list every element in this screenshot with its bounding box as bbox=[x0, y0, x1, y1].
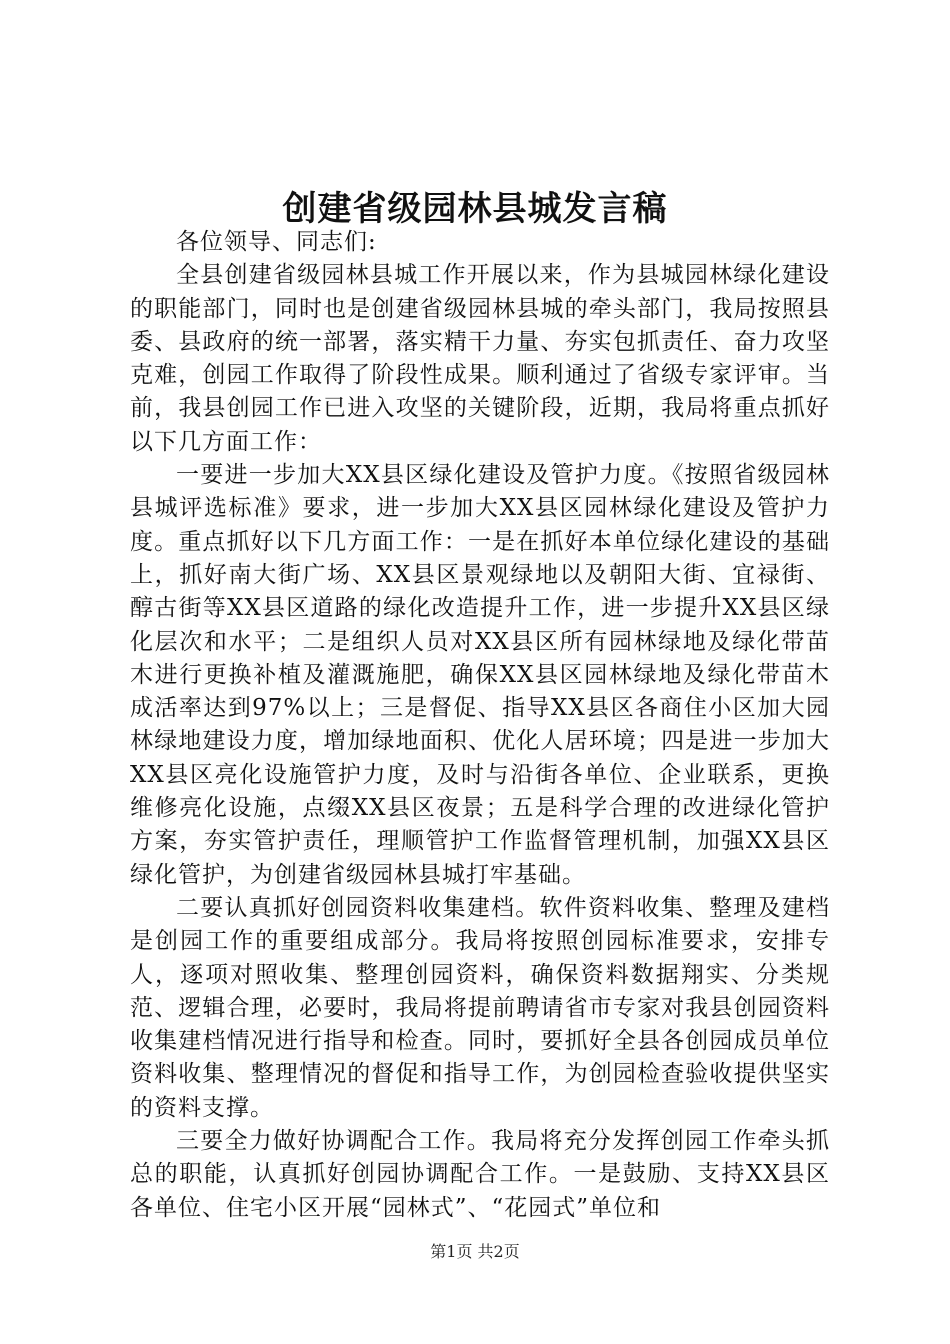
document-body bbox=[130, 226, 830, 1225]
paragraph-intro: 全县创建省级园林县城工作开展以来，作为县城园林绿化建设的职能部门，同时也是创建省级园林县城的牵头部门，我局按照县委、县政府的统一部署，落实精干力量、夯实包抓责任、奋力攻坚克难，创园工作取得了阶段性成果。顺利通过了省级专家评审。当前，我县创园工作已进入攻坚的关键阶段，近期，我局将重点抓好以下几方面工作： bbox=[130, 262, 830, 455]
salutation: 各位领导、同志们: bbox=[176, 229, 377, 255]
paragraph-greening: 一要进一步加大XX县区绿化建设及管护力度。《按照省级园林县城评选标准》要求，进一步加大XX县区园林绿化建设及管护力度。重点抓好以下几方面工作：一是在抓好本单位绿化建设的基础上，抓好南大街广场、XX县区景观绿地以及朝阳大街、宜禄街、醇古街等XX县区道路的绿化改造提升工作，进一步提升XX县区绿化层次和水平；二是组织人员对XX县区所有园林绿地及绿化带苗木进行更换补植及灌溉施肥，确保XX县区园林绿地及绿化带苗木成活率达到97%以上；三是督促、指导XX县区各商住小区加大园林绿地建设力度，增加绿地面积、优化人居环境；四是进一步加大XX县区亮化设施管护力度，及时与沿街各单位、企业联系，更换维修亮化设施，点缀XX县区夜景；五是科学合理的改进绿化管护方案，夯实管护责任，理顺管护工作监督管理机制，加强XX县区绿化管护，为创建省级园林县城打牢基础。 bbox=[130, 462, 830, 888]
paragraph-coordination: 三要全力做好协调配合工作。我局将充分发挥创园工作牵头抓总的职能，认真抓好创园协调配合工作。一是鼓励、支持XX县区各单位、住宅小区开展“园林式”、“花园式”单位和 bbox=[130, 1128, 830, 1221]
paragraph-archives: 二要认真抓好创园资料收集建档。软件资料收集、整理及建档是创园工作的重要组成部分。我局将按照创园标准要求，安排专人，逐项对照收集、整理创园资料，确保资料数据翔实、分类规范、逻辑合理，必要时，我局将提前聘请省市专家对我县创园资料收集建档情况进行指导和检查。同时，要抓好全县各创园成员单位资料收集、整理情况的督促和指导工作，为创园检查验收提供坚实的资料支撑。 bbox=[130, 894, 830, 1121]
page-footer: 第1页 共2页 bbox=[430, 1242, 520, 1261]
document-title: 创建省级园林县城发言稿 bbox=[282, 189, 668, 229]
